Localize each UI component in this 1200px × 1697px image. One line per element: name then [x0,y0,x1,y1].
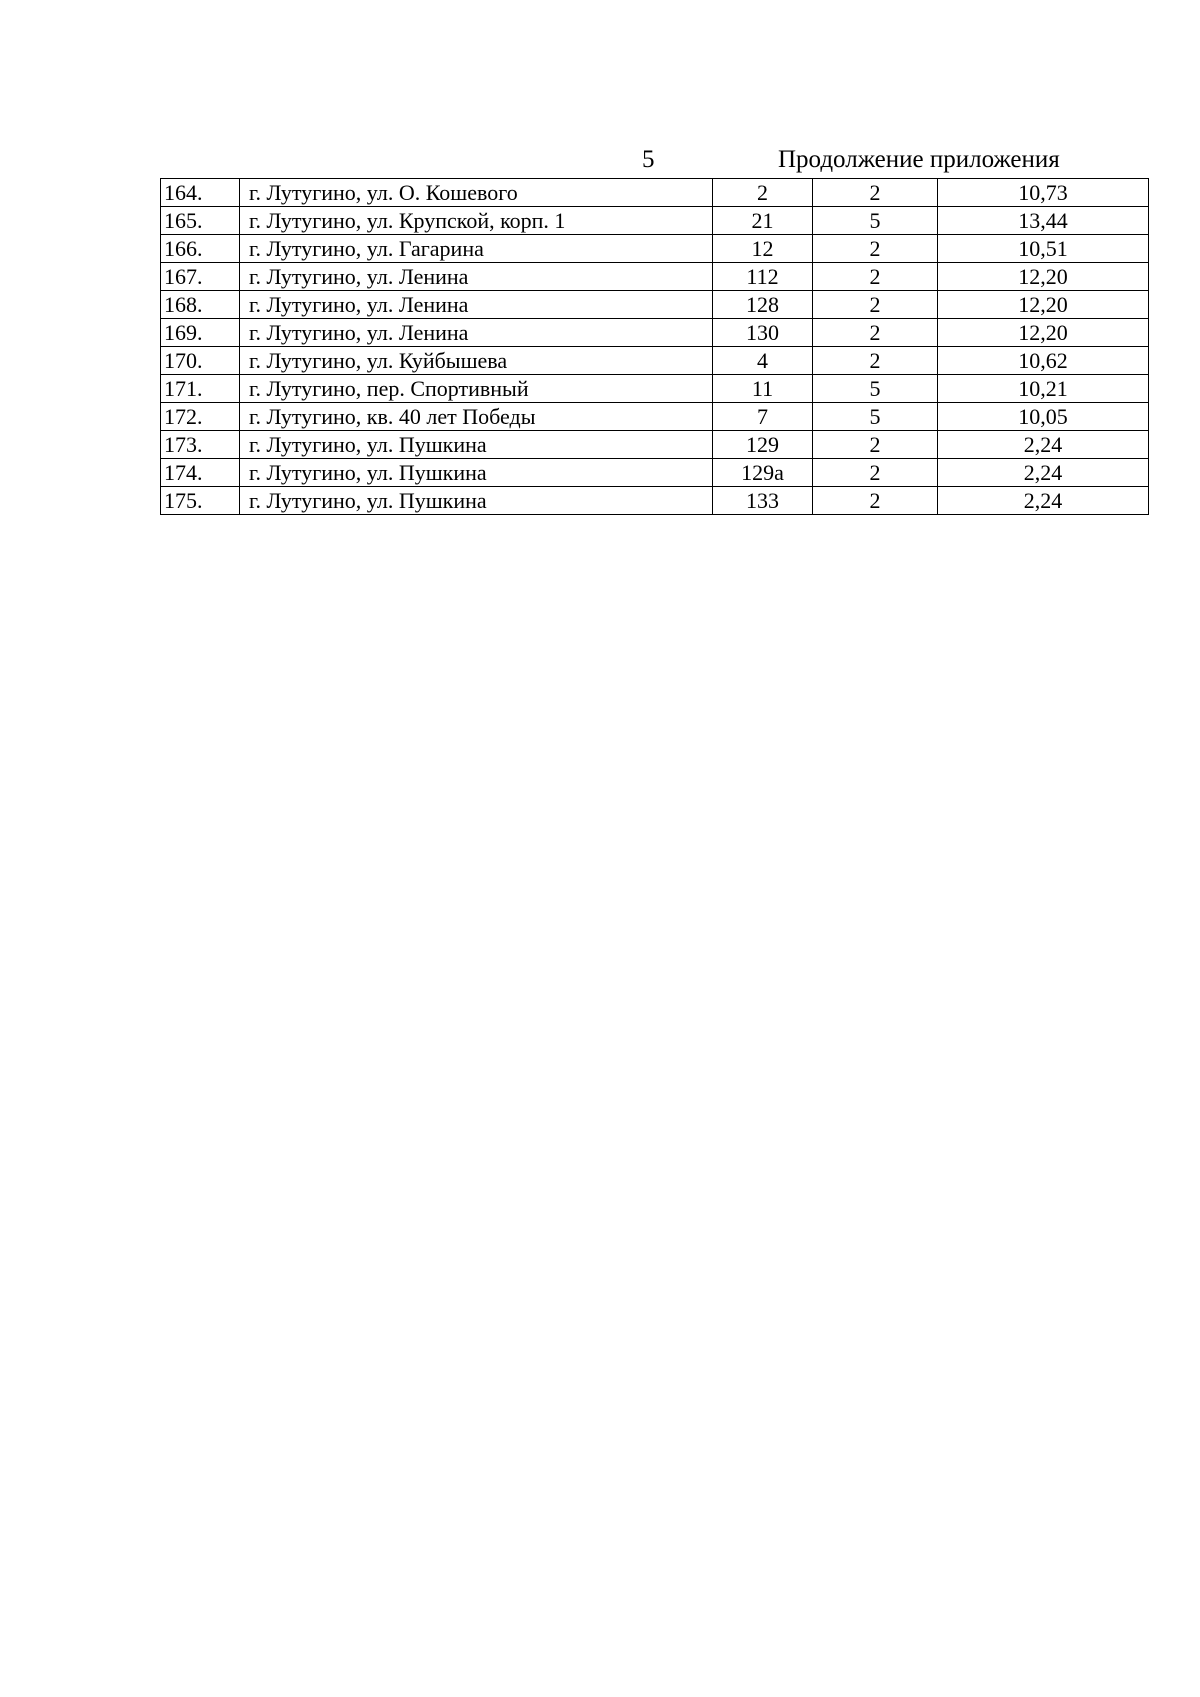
value-cell: 10,73 [938,179,1149,207]
row-number: 171. [161,375,240,403]
value-cell: 2,24 [938,487,1149,515]
address-cell: г. Лутугино, ул. Гагарина [240,235,713,263]
house-number-cell: 2 [713,179,813,207]
row-number: 172. [161,403,240,431]
row-number: 164. [161,179,240,207]
address-cell: г. Лутугино, ул. Куйбышева [240,347,713,375]
house-number-cell: 130 [713,319,813,347]
house-number-cell: 7 [713,403,813,431]
row-number: 174. [161,459,240,487]
value-cell: 12,20 [938,263,1149,291]
table-row [161,319,1149,347]
house-number-cell: 133 [713,487,813,515]
value-cell: 10,51 [938,235,1149,263]
row-number: 168. [161,291,240,319]
row-number: 173. [161,431,240,459]
table-row [161,207,1149,235]
floors-cell: 5 [813,375,938,403]
house-number-cell: 12 [713,235,813,263]
house-number-cell: 11 [713,375,813,403]
address-cell: г. Лутугино, ул. О. Кошевого [240,179,713,207]
value-cell: 12,20 [938,291,1149,319]
floors-cell: 2 [813,487,938,515]
house-number-cell: 112 [713,263,813,291]
row-number: 169. [161,319,240,347]
table-row [161,403,1149,431]
value-cell: 12,20 [938,319,1149,347]
address-cell: г. Лутугино, ул. Пушкина [240,459,713,487]
floors-cell: 2 [813,347,938,375]
floors-cell: 5 [813,403,938,431]
address-cell: г. Лутугино, ул. Ленина [240,263,713,291]
floors-cell: 2 [813,235,938,263]
table-row [161,179,1149,207]
row-number: 165. [161,207,240,235]
floors-cell: 2 [813,263,938,291]
table-row [161,375,1149,403]
address-cell: г. Лутугино, ул. Ленина [240,291,713,319]
value-cell: 13,44 [938,207,1149,235]
table-row [161,291,1149,319]
table-row [161,263,1149,291]
floors-cell: 2 [813,459,938,487]
floors-cell: 5 [813,207,938,235]
address-cell: г. Лутугино, ул. Пушкина [240,487,713,515]
house-number-cell: 128 [713,291,813,319]
table-row [161,347,1149,375]
value-cell: 10,05 [938,403,1149,431]
value-cell: 10,21 [938,375,1149,403]
floors-cell: 2 [813,431,938,459]
house-number-cell: 129 [713,431,813,459]
address-cell: г. Лутугино, ул. Ленина [240,319,713,347]
row-number: 175. [161,487,240,515]
floors-cell: 2 [813,319,938,347]
address-table [160,178,1149,515]
continuation-heading: Продолжение приложения [778,146,1060,173]
table-row [161,431,1149,459]
row-number: 166. [161,235,240,263]
address-cell: г. Лутугино, кв. 40 лет Победы [240,403,713,431]
table-row [161,459,1149,487]
value-cell: 2,24 [938,431,1149,459]
address-cell: г. Лутугино, ул. Крупской, корп. 1 [240,207,713,235]
row-number: 167. [161,263,240,291]
address-cell: г. Лутугино, ул. Пушкина [240,431,713,459]
row-number: 170. [161,347,240,375]
value-cell: 2,24 [938,459,1149,487]
table-row [161,487,1149,515]
house-number-cell: 21 [713,207,813,235]
floors-cell: 2 [813,179,938,207]
address-cell: г. Лутугино, пер. Спортивный [240,375,713,403]
table-row [161,235,1149,263]
page-number: 5 [642,146,655,173]
house-number-cell: 4 [713,347,813,375]
value-cell: 10,62 [938,347,1149,375]
house-number-cell: 129а [713,459,813,487]
floors-cell: 2 [813,291,938,319]
